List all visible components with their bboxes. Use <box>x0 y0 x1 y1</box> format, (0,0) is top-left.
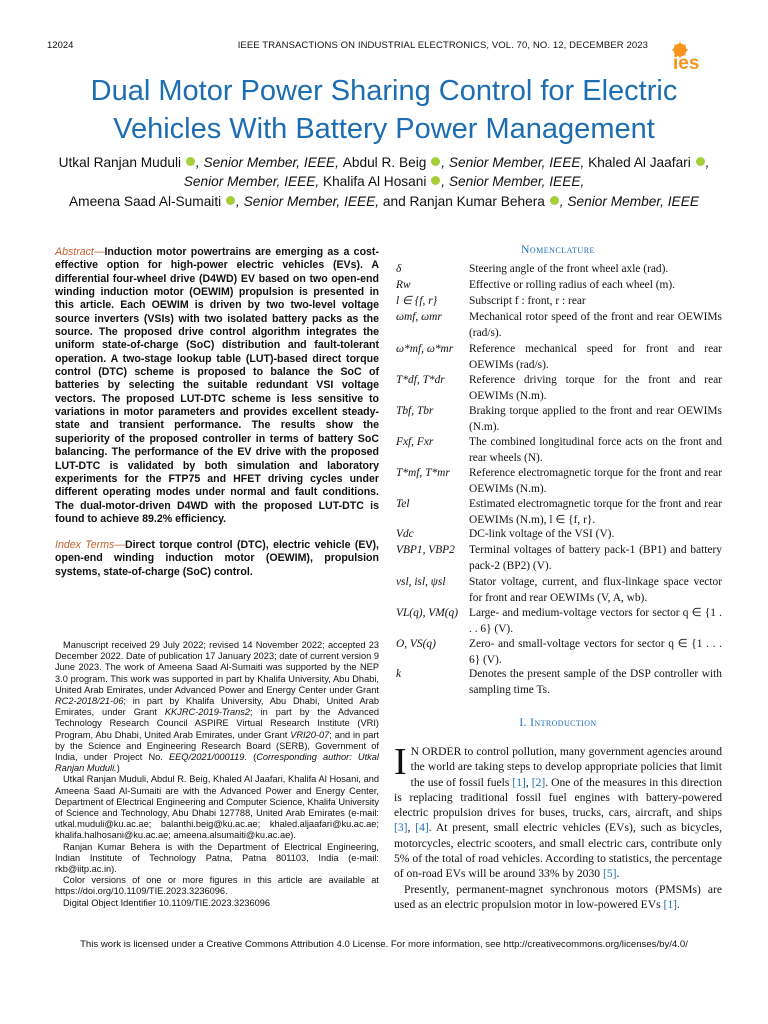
author-role: , Senior Member, IEEE, <box>441 155 589 170</box>
nomenclature-definition: Reference mechanical speed for front and rear OEWIMs (rad/s). <box>469 343 722 371</box>
author-role: , Senior Member, IEEE, <box>183 155 710 190</box>
nomenclature-definition: Large- and medium-voltage vectors for sector q ∈ {1 . . . 6} (V). <box>469 607 722 635</box>
footnote-affiliation: Utkal Ranjan Muduli, Abdul R. Beig, Khaled Al Jaafari, Khalifa Al Hosani, and Ameena Saad Al-Sumaiti are with the Advanced Power and Energy Center, Department of Electrical Engineering and Computer Science, Khalifa University of Science and Technology, Abu Dhabi 127788, United Arab Emirates (e-mail: utkal.muduli@ku.ac.ae; balanthi.beig@ku.ac.ae; khaled.aljaafari@ku.ac.ae; khalifa.halhosani@ku.ac.ae; ameena.alsumaiti@ku.ac.ae). <box>55 774 379 841</box>
introduction-body <box>394 741 723 912</box>
footnotes <box>55 640 379 909</box>
nomenclature-symbol: δ <box>396 263 402 275</box>
nomenclature-definition: Subscript f : front, r : rear <box>469 295 586 307</box>
author-role: , Senior Member, IEEE <box>559 193 699 209</box>
nomenclature-symbol: Fxf, Fxr <box>396 436 434 448</box>
citation-link[interactable]: [1] <box>663 897 678 911</box>
citation-link[interactable]: [1] <box>512 775 526 789</box>
nomenclature-heading: Nomenclature <box>521 244 595 256</box>
citation-link[interactable]: [3] <box>394 821 408 835</box>
nomenclature-symbol: Tel <box>396 498 410 510</box>
orcid-icon[interactable] <box>431 176 440 185</box>
index-terms-text: Direct torque control (DTC), electric vehicle (EV), open-end winding induction motor (OEWIM), propulsion systems, state-of-charge (SoC) control. <box>55 539 379 578</box>
author-role: , Senior Member, IEEE, <box>441 174 585 190</box>
orcid-icon[interactable] <box>186 157 195 166</box>
nomenclature-definition: The combined longitudinal force acts on the front and rear wheels (N). <box>469 436 722 464</box>
section-heading: I. Introduction <box>519 717 597 729</box>
nomenclature-symbol: l ∈ {f, r} <box>396 295 438 307</box>
nomenclature-symbol: ωmf, ωmr <box>396 311 442 323</box>
footnote-affiliation: Ranjan Kumar Behera is with the Department of Electrical Engineering, Indian Institute of Technology Patna, Patna 801103, India (e-mail: rkb@iitp.ac.in). <box>55 841 379 875</box>
citation-link[interactable]: [4] <box>415 821 429 835</box>
nomenclature-symbol: VL(q), VM(q) <box>396 607 458 619</box>
drop-cap: I <box>394 741 407 783</box>
author-name: Ranjan Kumar Behera <box>409 193 545 209</box>
author-role: , Senior Member, IEEE, <box>195 155 343 170</box>
author-conjunction: and <box>382 193 410 209</box>
orcid-icon[interactable] <box>696 157 705 166</box>
nomenclature-symbol: T*mf, T*mr <box>396 467 450 479</box>
abstract-label: Abstract— <box>55 246 105 258</box>
license-notice: This work is licensed under a Creative Commons Attribution 4.0 License. For more information, see http://creativecommons.org/licenses/by/4.0/ <box>80 939 688 950</box>
paper-title: Dual Motor Power Sharing Control for Electric Vehicles With Battery Power Management <box>90 75 678 145</box>
footnote-color-versions: Color versions of one or more figures in this article are available at https://doi.org/10.1109/TIE.2023.3236096. <box>55 875 379 897</box>
nomenclature-definition: Reference driving torque for the front and rear OEWIMs (N.m). <box>469 374 722 402</box>
nomenclature-definition: Denotes the present sample of the DSP controller with sampling time Ts. <box>469 668 722 696</box>
index-terms <box>55 539 379 579</box>
orcid-icon[interactable] <box>226 196 235 205</box>
orcid-icon[interactable] <box>431 157 440 166</box>
nomenclature-definition: Braking torque applied to the front and rear OEWIMs (N.m). <box>469 405 722 433</box>
author-name: Utkal Ranjan Muduli <box>58 155 182 170</box>
author-name: Khalifa Al Hosani <box>322 174 427 190</box>
nomenclature-definition: Reference electromagnetic torque for the front and rear OEWIMs (N.m). <box>469 467 722 495</box>
intro-paragraph: Presently, permanent-magnet synchronous motors (PMSMs) are used as an electric propulsion motor in low-powered EVs [1]. <box>394 882 722 911</box>
intro-paragraph: I N ORDER to control pollution, many government agencies around the world are taking steps to develop appropriate policies that limit the use of fossil fuels [1], [2]. One of the measures in this direction is replacing traditional fossil fuel engines with battery-powered electric propulsion drives for buses, trucks, cars, aircraft, and ships [3], [4]. At present, small electric vehicles (EVs), such as bicycles, motorcycles, electric scooters, and small electric cars, contribute only 5% of the total of road vehicles. According to statistics, the percentage of on-road EVs will be around 33% by 2030 [5]. <box>394 741 723 881</box>
author-name: Khaled Al Jaafari <box>588 155 691 170</box>
nomenclature-definition: Estimated electromagnetic torque for the front and rear OEWIMs (N.m), l ∈ {f, r}. <box>469 498 722 526</box>
footnote-manuscript: Manuscript received 29 July 2022; revised 14 November 2022; accepted 23 December 2022. Date of publication 17 January 2023; date of current version 9 June 2023. The work of Ameena Saad Al-Sumaiti was supported by the NEP 3.0 program. This work was supported in part by Khalifa University, Abu Dhabi, United Arab Emirates, under Advanced Power and Energy Center under Grant RC2-2018/21-06; in part by Khalifa University, Abu Dhabi, United Arab Emirates, under Grant KKJRC-2019-Trans2; in part by the Advanced Technology Research Council ASPIRE Virtual Research Institute (VRI) Program, Abu Dhabi, United Arab Emirates, under Grant VRI20-07; and in part by the Science and Engineering Research Board (SERB), Government of India, under Project No. EEQ/2021/000119. (Corresponding author: Utkal Ranjan Muduli.) <box>55 640 379 774</box>
journal-header: IEEE TRANSACTIONS ON INDUSTRIAL ELECTRONICS, VOL. 70, NO. 12, DECEMBER 2023 <box>237 40 648 51</box>
nomenclature-symbol: Tbf, Tbr <box>396 405 434 417</box>
nomenclature-definition: Steering angle of the front wheel axle (rad). <box>469 263 669 275</box>
page-number: 12024 <box>47 40 74 51</box>
abstract-text: Induction motor powertrains are emerging as a cost-effective option for high-power electric vehicles (EVs). A differential four-wheel drive (D4WD) EV based on two open-end winding induction motor (OEWIM) propulsion is presented in this article. Each OEWIM is driven by two two-level voltage source inverters (VSIs) with two isolated battery packs as the source. The proposed drive control algorithm integrates the uniform state-of-charge (SoC) distribution and fault-tolerant operation. A two-stage lookup table (LUT)-based direct torque control (DTC) scheme is proposed to balance the SoC of batteries by selecting the suitable redundant VSI voltage vectors. The proposed LUT-DTC scheme is less sensitive to variations in motor parameters and provides excellent steady-state and transient performance. The results show the superiority of the proposed controller in terms of battery SoC balancing. The performance of the EV drive with the proposed LUT-DTC is validated by both simulation and laboratory experiments for the FTP75 and HFET driving cycles under different operating modes under normal and fault conditions. The dual-motor-driven D4WD with the proposed LUT-DTC is found to achieve 89.2% efficiency. <box>55 246 379 525</box>
citation-link[interactable]: [2] <box>531 775 546 789</box>
index-terms-label: Index Terms— <box>55 539 125 551</box>
nomenclature-symbol: vsl, isl, ψsl <box>396 576 446 588</box>
logo-text: ies <box>673 53 700 71</box>
abstract <box>55 246 379 526</box>
ies-logo-icon <box>668 41 720 71</box>
nomenclature-definition: Effective or rolling radius of each wheel (m). <box>469 279 676 291</box>
orcid-icon[interactable] <box>550 196 559 205</box>
nomenclature-symbol: Vdc <box>396 528 414 540</box>
nomenclature-symbol: T*df, T*dr <box>396 374 445 386</box>
footnote-doi: Digital Object Identifier 10.1109/TIE.2023.3236096 <box>63 897 271 908</box>
nomenclature-definition: Mechanical rotor speed of the front and rear OEWIMs (rad/s). <box>469 311 722 339</box>
nomenclature-symbol: ω*mf, ω*mr <box>396 343 454 355</box>
nomenclature-symbol: O, VS(q) <box>396 638 436 650</box>
nomenclature-symbol: VBP1, VBP2 <box>396 544 455 556</box>
nomenclature-definition: Zero- and small-voltage vectors for sector q ∈ {1 . . . 6} (V). <box>469 638 722 666</box>
nomenclature-definition: DC-link voltage of the VSI (V). <box>469 528 615 540</box>
nomenclature-symbol: Rw <box>396 279 411 291</box>
nomenclature-definition: Stator voltage, current, and flux-linkage space vector for front and rear OEWIMs (V, A, wb). <box>469 576 722 604</box>
author-list <box>40 153 728 211</box>
author-name: Abdul R. Beig <box>342 155 427 170</box>
author-name: Ameena Saad Al-Sumaiti <box>69 193 222 209</box>
nomenclature-symbol: k <box>396 668 402 680</box>
author-role: , Senior Member, IEEE, <box>236 193 383 209</box>
citation-link[interactable]: [5] <box>602 867 617 881</box>
nomenclature-definition: Terminal voltages of battery pack-1 (BP1) and battery pack-2 (BP2) (V). <box>469 544 722 572</box>
